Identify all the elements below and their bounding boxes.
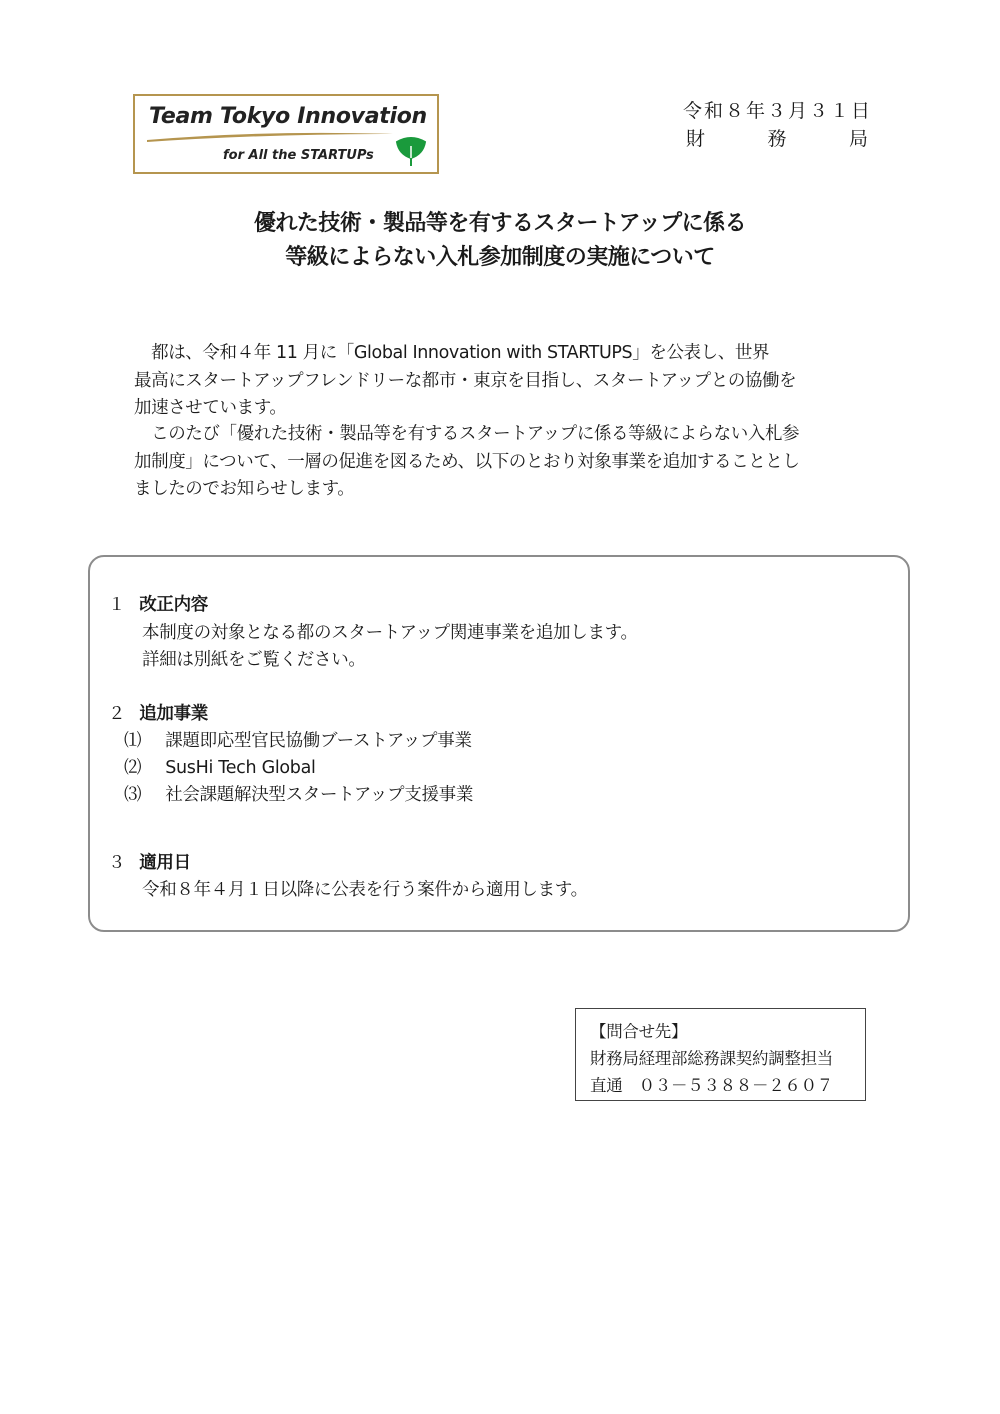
contact-department: 財務局経理部総務課契約調整担当 [590,1049,834,1068]
section-number: ２ [108,704,126,724]
list-marker: ⑴ [124,731,142,751]
contact-box [575,1008,866,1101]
list-item-text: 課題即応型官民協働ブーストアップ事業 [165,731,472,751]
issuer-char: 財 [686,128,706,150]
list-item [124,782,473,809]
section-3-line: 令和８年４月１日以降に公表を行う案件から適用します。 [142,880,588,900]
section-3-heading [108,850,191,877]
document-title-line-2: 等級によらない入札参加制度の実施について [285,245,715,270]
issuer-char: 務 [767,128,787,150]
document-title-line-1: 優れた技術・製品等を有するスタートアップに係る [253,211,747,236]
section-heading-text: 適用日 [139,853,191,873]
section-1-line: 本制度の対象となる都のスタートアップ関連事業を追加します。 [142,623,638,643]
issue-date: 令和８年３月３１日 [682,100,872,122]
list-marker: ⑵ [124,758,142,778]
list-item-text: 社会課題解決型スタートアップ支援事業 [165,785,474,805]
section-1-line: 詳細は別紙をご覧ください。 [142,650,366,670]
list-item [124,728,472,755]
logo-subtitle: for All the STARTUPs [223,148,374,163]
paragraph-line: ましたのでお知らせします。 [134,479,355,499]
logo-swoosh-icon [145,130,395,144]
paragraph-line: 加速させています。 [134,398,287,418]
issuer-char: 局 [848,128,868,150]
contact-phone: 直通 ０３－５３８８－２６０７ [590,1076,834,1095]
paragraph-line: 都は、令和４年 11 月に「Global Innovation with STARTUPS」を公表し、世界 [134,343,770,363]
list-item [124,755,316,782]
ginkgo-leaf-icon [395,136,427,168]
section-heading-text: 改正内容 [139,595,209,615]
intro-paragraph-1 [134,340,874,423]
section-1-heading [108,592,208,619]
section-2-heading [108,701,208,728]
intro-paragraph-2 [134,421,874,504]
list-marker: ⑶ [124,785,142,805]
section-number: １ [108,595,126,615]
list-item-text: SusHi Tech Global [165,758,316,778]
team-tokyo-innovation-logo [133,94,439,174]
section-number: ３ [108,853,126,873]
paragraph-line: このたび「優れた技術・製品等を有するスタートアップに係る等級によらない入札参 [134,424,800,444]
issuer-name [686,124,868,151]
paragraph-line: 最高にスタートアップフレンドリーな都市・東京を目指し、スタートアップとの協働を [134,370,797,391]
paragraph-line: 加制度」について、一層の促進を図るため、以下のとおり対象事業を追加することとし [134,451,800,472]
logo-title: Team Tokyo Innovation [149,104,427,129]
contact-label: 【問合せ先】 [590,1022,688,1041]
section-heading-text: 追加事業 [139,704,209,724]
